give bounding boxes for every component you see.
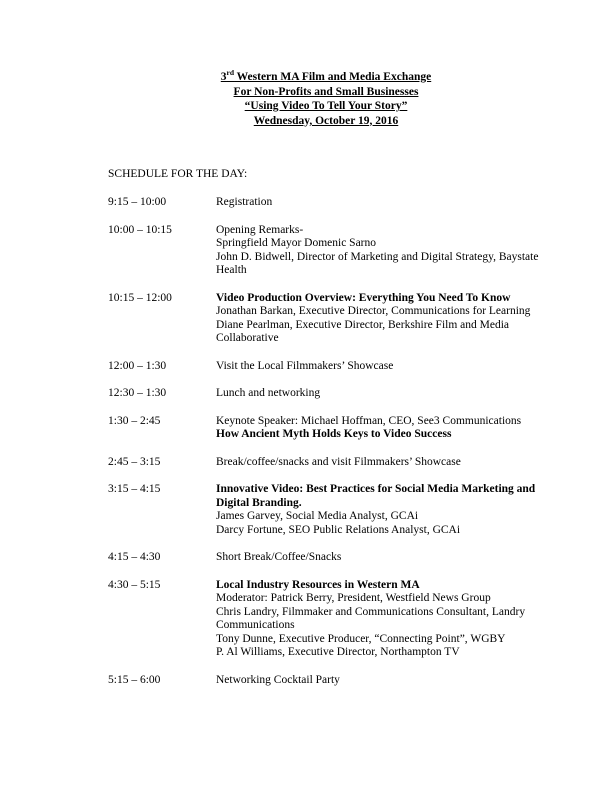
schedule-row [108, 360, 568, 374]
event-tagline: “Using Video To Tell Your Story” [244, 100, 408, 112]
schedule-description [216, 551, 568, 565]
schedule-detail-line: Opening Remarks- [216, 223, 304, 236]
event-subtitle: For Non-Profits and Small Businesses [233, 85, 419, 98]
schedule-description [216, 483, 568, 537]
schedule-description [216, 387, 568, 401]
schedule-row [108, 224, 568, 278]
event-title-ordinal: 3 [220, 71, 227, 83]
schedule-detail-line: Break/coffee/snacks and visit Filmmakers’ Showcase [216, 455, 461, 468]
schedule-description [216, 456, 568, 470]
schedule-row [108, 387, 568, 401]
schedule-description [216, 674, 568, 688]
schedule-detail-line: Jonathan Barkan, Executive Director, Communications for Learning [216, 305, 531, 317]
schedule-description [216, 196, 568, 210]
schedule-description [216, 415, 568, 442]
schedule-detail-line: Tony Dunne, Executive Producer, “Connecting Point”, WGBY [216, 632, 506, 645]
schedule-detail-line: Chris Landry, Filmmaker and Communications Consultant, Landry Communications [216, 605, 526, 631]
event-title-text: Western MA Film and Media Exchange [234, 71, 432, 83]
schedule-time: 5:15 – 6:00 [108, 673, 161, 686]
schedule-heading: SCHEDULE FOR THE DAY: [108, 168, 248, 180]
schedule-detail-line: Darcy Fortune, SEO Public Relations Analyst, GCAi [216, 523, 461, 536]
schedule-detail-line: Diane Pearlman, Executive Director, Berkshire Film and Media Collaborative [216, 318, 510, 344]
schedule-time: 9:15 – 10:00 [108, 196, 167, 208]
schedule-time: 10:15 – 12:00 [108, 291, 172, 304]
session-title: How Ancient Myth Holds Keys to Video Success [216, 428, 452, 440]
schedule-row [108, 483, 568, 537]
schedule-detail-line: Visit the Local Filmmakers’ Showcase [216, 359, 394, 372]
schedule-detail-line: Moderator: Patrick Berry, President, Westfield News Group [216, 592, 491, 604]
schedule-detail-line: Lunch and networking [216, 387, 321, 399]
schedule-time: 3:15 – 4:15 [108, 483, 161, 495]
schedule-time: 12:30 – 1:30 [108, 387, 167, 399]
event-title-ordinal-suffix: rd [226, 68, 235, 77]
schedule-row [108, 674, 568, 688]
schedule-detail-line: P. Al Williams, Executive Director, Northampton TV [216, 646, 460, 658]
schedule-detail-line: Short Break/Coffee/Snacks [216, 551, 342, 563]
schedule-row [108, 579, 568, 660]
schedule-description [216, 292, 568, 346]
schedule-detail-line: Springfield Mayor Domenic Sarno [216, 237, 377, 249]
session-title: Video Production Overview: Everything You Need To Know [216, 291, 511, 304]
schedule-row [108, 196, 568, 210]
schedule-detail-line: Keynote Speaker: Michael Hoffman, CEO, See3 Communications [216, 414, 522, 427]
schedule-detail-line: Networking Cocktail Party [216, 673, 340, 686]
schedule-time: 4:30 – 5:15 [108, 578, 161, 591]
schedule-list [108, 196, 568, 687]
schedule-time: 12:00 – 1:30 [108, 359, 167, 372]
schedule-time: 4:15 – 4:30 [108, 551, 161, 563]
session-title: Local Industry Resources in Western MA [216, 578, 420, 591]
schedule-description [216, 579, 568, 660]
event-title [0, 70, 612, 85]
schedule-detail-line: John D. Bidwell, Director of Marketing and Digital Strategy, Baystate Health [216, 250, 539, 276]
schedule-row [108, 292, 568, 346]
document-header [0, 70, 612, 128]
schedule-detail-line: Registration [216, 196, 273, 208]
schedule-detail-line: James Garvey, Social Media Analyst, GCAi [216, 510, 419, 522]
schedule-row [108, 456, 568, 470]
schedule-row [108, 415, 568, 442]
session-title: Innovative Video: Best Practices for Social Media Marketing and Digital Branding. [216, 483, 536, 509]
event-date: Wednesday, October 19, 2016 [253, 114, 399, 127]
schedule-row [108, 551, 568, 565]
schedule-time: 10:00 – 10:15 [108, 223, 172, 236]
schedule-time: 2:45 – 3:15 [108, 455, 161, 468]
schedule-time: 1:30 – 2:45 [108, 414, 161, 427]
schedule-description [216, 360, 568, 374]
schedule-description [216, 224, 568, 278]
